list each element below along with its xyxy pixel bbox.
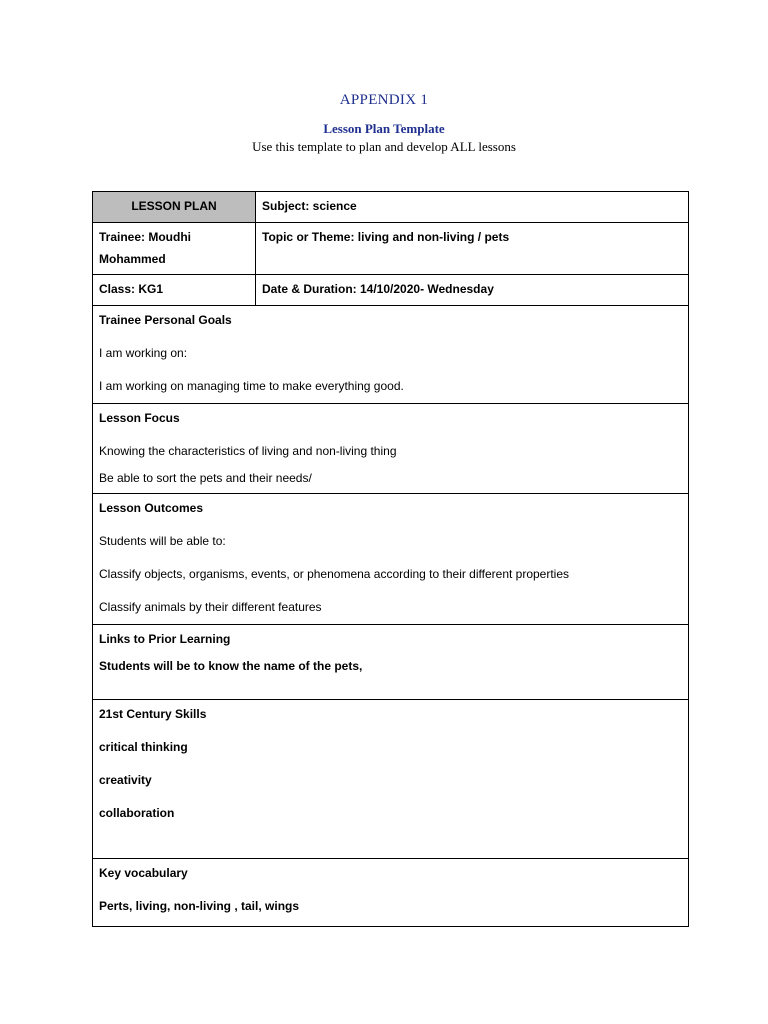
- lesson-outcomes-section: [93, 494, 689, 625]
- table-row: [93, 700, 689, 859]
- lesson-plan-table: [92, 191, 689, 927]
- table-row: [93, 192, 689, 223]
- trainee-line2: Mohammed: [99, 252, 166, 266]
- lesson-outcomes-heading: Lesson Outcomes: [99, 501, 204, 515]
- table-row: [93, 275, 689, 306]
- century-skills-section: [93, 700, 689, 859]
- lesson-outcomes-line1: Students will be able to:: [99, 534, 226, 548]
- skill-collaboration: collaboration: [99, 806, 175, 820]
- personal-goals-line1: I am working on:: [99, 346, 188, 360]
- key-vocabulary-heading: Key vocabulary: [99, 866, 188, 880]
- personal-goals-line2: I am working on managing time to make everything good.: [99, 379, 404, 393]
- lesson-plan-label: LESSON PLAN: [93, 192, 256, 223]
- prior-learning-section: [93, 625, 689, 700]
- template-subtitle: Use this template to plan and develop ALL lessons: [252, 139, 516, 154]
- skill-creativity: creativity: [99, 773, 152, 787]
- lesson-focus-heading: Lesson Focus: [99, 411, 180, 425]
- appendix-heading: APPENDIX 1: [339, 92, 429, 108]
- prior-learning-heading: Links to Prior Learning: [99, 632, 231, 646]
- key-vocabulary-line1: Perts, living, non-living , tail, wings: [99, 899, 300, 913]
- table-row: [93, 859, 689, 927]
- key-vocabulary-section: [93, 859, 689, 927]
- date-duration-cell: Date & Duration: 14/10/2020- Wednesday: [256, 275, 689, 306]
- trainee-cell: [93, 223, 256, 275]
- table-row: [93, 494, 689, 625]
- lesson-focus-line2: Be able to sort the pets and their needs/: [99, 471, 312, 485]
- lesson-outcomes-line2: Classify objects, organisms, events, or phenomena according to their different properties: [99, 567, 570, 581]
- century-skills-heading: 21st Century Skills: [99, 707, 207, 721]
- template-title: Lesson Plan Template: [323, 121, 445, 136]
- table-row: [93, 223, 689, 275]
- personal-goals-section: [93, 306, 689, 404]
- lesson-focus-line1: Knowing the characteristics of living and non-living thing: [99, 444, 397, 458]
- table-row: [93, 625, 689, 700]
- trainee-line1: Trainee: Moudhi: [99, 230, 192, 244]
- topic-cell: Topic or Theme: living and non-living / pets: [256, 223, 689, 275]
- subject-cell: Subject: science: [256, 192, 689, 223]
- personal-goals-heading: Trainee Personal Goals: [99, 313, 232, 327]
- skill-critical-thinking: critical thinking: [99, 740, 188, 754]
- class-cell: Class: KG1: [93, 275, 256, 306]
- lesson-focus-section: [93, 404, 689, 494]
- table-row: [93, 404, 689, 494]
- prior-learning-line1: Students will be to know the name of the pets,: [99, 659, 363, 673]
- lesson-outcomes-line3: Classify animals by their different features: [99, 600, 322, 614]
- table-row: [93, 306, 689, 404]
